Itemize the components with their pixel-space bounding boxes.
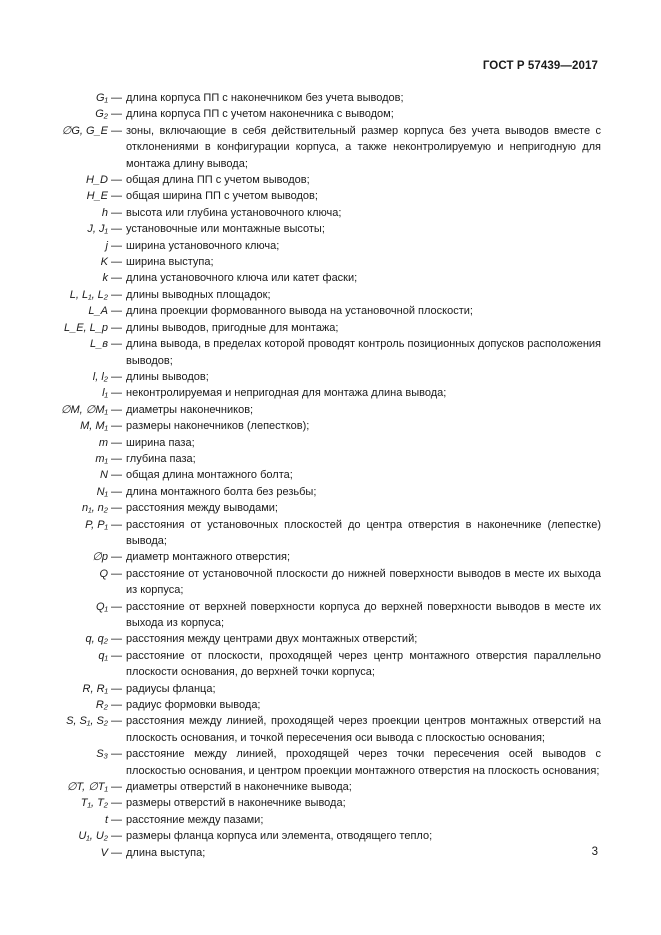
definition-row	[0, 451, 661, 467]
definition-row	[0, 172, 661, 188]
definition-dash: —	[111, 338, 122, 351]
definition-row	[0, 566, 661, 599]
definition-term	[0, 435, 122, 451]
definition-text: расстояние от верхней поверхности корпуса до верхней поверхности выводов в месте их выхода из корпуса;	[126, 600, 601, 629]
definition-text: размеры наконечников (лепестков);	[126, 420, 310, 433]
definition-text: расстояние между линией, проходящей через точки пересечения осей выводов с плоскостью основания, и центром проекции монтажного отверстия на плоскость основания;	[126, 748, 601, 777]
definition-symbol: Q₁	[95, 600, 108, 613]
definition-row	[0, 484, 661, 500]
definition-term	[0, 238, 122, 254]
definition-text: расстояния между линией, проходящей через проекции центров монтажных отверстий на плоскость основания, и точкой пересечения оси вывода с плоскостью основания;	[126, 715, 601, 744]
definition-row	[0, 681, 661, 697]
definition-symbol: L_A	[88, 305, 108, 318]
definition-dash: —	[111, 190, 122, 203]
definition-row	[0, 549, 661, 565]
definition-dash: —	[111, 567, 122, 580]
definition-symbol: T₁, T₂	[80, 797, 108, 810]
page-number: 3	[591, 846, 598, 858]
definition-row	[0, 238, 661, 254]
definition-term	[0, 549, 122, 565]
definition-symbol: U₁, U₂	[78, 830, 108, 843]
definition-dash: —	[111, 387, 122, 400]
definition-text: длина выступа;	[126, 846, 206, 859]
definition-symbol: R, R₁	[82, 682, 108, 695]
definition-text: ширина установочного ключа;	[126, 239, 280, 252]
definition-symbol: G₂	[95, 108, 108, 121]
definition-text: диаметр монтажного отверстия;	[126, 551, 291, 564]
definition-term	[0, 320, 122, 336]
definition-dash: —	[111, 846, 122, 859]
document-header: ГОСТ Р 57439—2017	[482, 60, 598, 72]
definition-dash: —	[111, 256, 122, 269]
definition-dash: —	[111, 436, 122, 449]
definition-dash: —	[111, 600, 122, 613]
definition-symbol: J, J₁	[87, 223, 108, 236]
definition-dash: —	[111, 469, 122, 482]
definition-row	[0, 402, 661, 418]
definition-term	[0, 599, 122, 632]
definition-symbol: S₃	[96, 748, 108, 761]
definition-symbol: Q	[99, 567, 108, 580]
definition-text: зоны, включающие в себя действительный размер корпуса без учета выводов вместе с отклонениями в конфигурации корпуса, а также неконтролируемую и непригодную для монтажа длину вывода;	[126, 124, 601, 170]
definition-row	[0, 828, 661, 844]
definition-dash: —	[111, 748, 122, 761]
definition-symbol: t	[104, 813, 108, 826]
definition-symbol: l₁	[102, 387, 108, 400]
definition-dash: —	[111, 420, 122, 433]
definition-term	[0, 287, 122, 303]
definition-dash: —	[111, 288, 122, 301]
definition-term	[0, 172, 122, 188]
definition-term	[0, 369, 122, 385]
definition-dash: —	[111, 124, 122, 137]
definition-row	[0, 812, 661, 828]
definition-text: радиус формовки вывода;	[126, 699, 261, 712]
definition-symbol: m	[98, 436, 108, 449]
definition-text: диаметры наконечников;	[126, 403, 254, 416]
definition-text: длина корпуса ПП с учетом наконечника с выводом;	[126, 108, 394, 121]
definition-symbol: G₁	[95, 92, 108, 104]
definition-symbol: n₁, n₂	[81, 502, 108, 515]
definition-symbol: H_E	[86, 190, 108, 203]
definition-text: высота или глубина установочного ключа;	[126, 206, 342, 219]
definition-symbol: ∅M, ∅M₁	[60, 403, 108, 416]
definition-row	[0, 303, 661, 319]
definition-dash: —	[111, 206, 122, 219]
definition-symbol: S, S₁, S₂	[66, 715, 108, 728]
definition-term	[0, 713, 122, 746]
definition-row	[0, 90, 661, 106]
definition-row	[0, 435, 661, 451]
definition-term	[0, 681, 122, 697]
definition-row	[0, 418, 661, 434]
definition-dash: —	[111, 797, 122, 810]
definition-symbol: L_в	[90, 338, 108, 351]
definition-text: длины выводов;	[126, 370, 209, 383]
definition-text: длина корпуса ПП с наконечником без учета выводов;	[126, 92, 404, 104]
definition-term	[0, 500, 122, 516]
definition-dash: —	[111, 403, 122, 416]
definition-term	[0, 123, 122, 172]
definition-symbol: q₁	[98, 649, 108, 662]
definition-row	[0, 697, 661, 713]
definition-row	[0, 123, 661, 172]
definition-term	[0, 828, 122, 844]
definition-row	[0, 369, 661, 385]
definition-text: длины выводов, пригодные для монтажа;	[126, 321, 339, 334]
definition-symbol: ∅p	[92, 551, 108, 564]
definition-symbol: K	[100, 256, 108, 269]
definition-dash: —	[111, 108, 122, 121]
definition-symbol: l, l₂	[92, 370, 108, 383]
definition-text: расстояния от установочных плоскостей до центра отверстия в наконечнике (лепестке) вывода;	[126, 518, 601, 547]
definition-symbol: N₁	[96, 485, 108, 498]
definition-term	[0, 845, 122, 861]
definition-dash: —	[111, 649, 122, 662]
definition-term	[0, 566, 122, 599]
definition-row	[0, 320, 661, 336]
definition-text: длина монтажного болта без резьбы;	[126, 485, 317, 498]
definition-symbol: M, M₁	[80, 420, 108, 433]
definition-term	[0, 188, 122, 204]
definition-text: расстояния между центрами двух монтажных отверстий;	[126, 633, 418, 646]
definition-dash: —	[111, 239, 122, 252]
definition-text: расстояние от плоскости, проходящей через центр монтажного отверстия параллельно плоскости основания, до верхней точки корпуса;	[126, 649, 601, 679]
definition-term	[0, 254, 122, 270]
definition-dash: —	[111, 830, 122, 843]
definition-dash: —	[111, 174, 122, 187]
definition-symbol: N	[100, 469, 108, 482]
definition-dash: —	[111, 370, 122, 383]
definition-term	[0, 221, 122, 237]
definition-dash: —	[111, 699, 122, 712]
definition-row	[0, 336, 661, 369]
definition-row	[0, 845, 661, 861]
definition-dash: —	[111, 682, 122, 695]
definition-term	[0, 336, 122, 369]
definition-symbol: k	[102, 272, 108, 285]
definition-dash: —	[111, 485, 122, 498]
definition-dash: —	[111, 305, 122, 318]
definition-dash: —	[111, 813, 122, 826]
definition-term	[0, 795, 122, 811]
definition-row	[0, 631, 661, 647]
definition-symbol: V	[100, 846, 108, 859]
definition-term	[0, 648, 122, 681]
definition-symbol: ∅T, ∅T₁	[66, 781, 108, 794]
definition-symbol: ∅G, G_E	[61, 124, 108, 137]
definition-dash: —	[111, 715, 122, 728]
definition-symbol: R₂	[95, 699, 108, 712]
definition-dash: —	[111, 92, 122, 104]
definition-text: расстояние от установочной плоскости до нижней поверхности выводов в месте их выхода из корпуса;	[126, 567, 601, 597]
definition-text: размеры фланца корпуса или элемента, отводящего тепло;	[126, 830, 433, 843]
definition-dash: —	[111, 223, 122, 236]
definition-term	[0, 697, 122, 713]
definition-text: диаметры отверстий в наконечнике вывода;	[126, 781, 352, 794]
definition-term	[0, 418, 122, 434]
definition-text: глубина паза;	[126, 452, 196, 465]
definition-text: расстояние между пазами;	[126, 813, 264, 826]
definition-term	[0, 451, 122, 467]
definition-symbol: j	[105, 239, 108, 252]
definition-text: неконтролируемая и непригодная для монтажа длина вывода;	[126, 387, 447, 400]
definition-term	[0, 90, 122, 106]
definition-row	[0, 599, 661, 632]
definition-row	[0, 221, 661, 237]
definition-dash: —	[111, 321, 122, 334]
definition-text: установочные или монтажные высоты;	[126, 223, 325, 236]
definition-symbol: L_E, L_p	[63, 321, 108, 334]
definition-text: ширина выступа;	[126, 256, 214, 269]
definition-symbol: H_D	[85, 174, 108, 187]
definition-row	[0, 188, 661, 204]
definition-dash: —	[111, 518, 122, 531]
definition-term	[0, 517, 122, 550]
definition-symbol: m₁	[95, 452, 108, 465]
definition-text: радиусы фланца;	[126, 682, 216, 695]
definition-term	[0, 631, 122, 647]
definition-term	[0, 746, 122, 779]
definition-row	[0, 254, 661, 270]
definition-term	[0, 779, 122, 795]
definition-row	[0, 713, 661, 746]
definition-row	[0, 795, 661, 811]
definition-text: длины выводных площадок;	[126, 288, 271, 301]
definition-term	[0, 467, 122, 483]
definition-row	[0, 746, 661, 779]
definition-term	[0, 303, 122, 319]
definition-row	[0, 779, 661, 795]
definition-term	[0, 205, 122, 221]
definition-dash: —	[111, 452, 122, 465]
definition-term	[0, 106, 122, 122]
definition-text: общая длина ПП с учетом выводов;	[126, 174, 310, 187]
definition-dash: —	[111, 781, 122, 794]
definition-row	[0, 648, 661, 681]
definitions-list	[0, 90, 661, 861]
definition-term	[0, 385, 122, 401]
definition-dash: —	[111, 502, 122, 515]
definition-dash: —	[111, 633, 122, 646]
definition-text: расстояния между выводами;	[126, 502, 278, 515]
definition-term	[0, 484, 122, 500]
definition-symbol: h	[101, 206, 108, 219]
definition-symbol: q, q₂	[85, 633, 108, 646]
definition-term	[0, 812, 122, 828]
definition-row	[0, 500, 661, 516]
definition-term	[0, 270, 122, 286]
definition-row	[0, 205, 661, 221]
definition-row	[0, 467, 661, 483]
definition-row	[0, 106, 661, 122]
definition-term	[0, 402, 122, 418]
definition-row	[0, 517, 661, 550]
definition-row	[0, 287, 661, 303]
definition-text: длина вывода, в пределах которой проводят контроль позиционных допусков расположения выводов;	[126, 338, 601, 367]
definition-row	[0, 385, 661, 401]
definition-dash: —	[111, 551, 122, 564]
definition-symbol: L, L₁, L₂	[69, 288, 108, 301]
definition-dash: —	[111, 272, 122, 285]
definition-text: длина проекции формованного вывода на установочной плоскости;	[126, 305, 473, 318]
definition-text: общая ширина ПП с учетом выводов;	[126, 190, 318, 203]
definition-symbol: P, P₁	[85, 518, 108, 531]
definition-text: размеры отверстий в наконечнике вывода;	[126, 797, 346, 810]
definition-text: общая длина монтажного болта;	[126, 469, 293, 482]
definition-text: длина установочного ключа или катет фаски;	[126, 272, 358, 285]
definition-text: ширина паза;	[126, 436, 195, 449]
definition-row	[0, 270, 661, 286]
